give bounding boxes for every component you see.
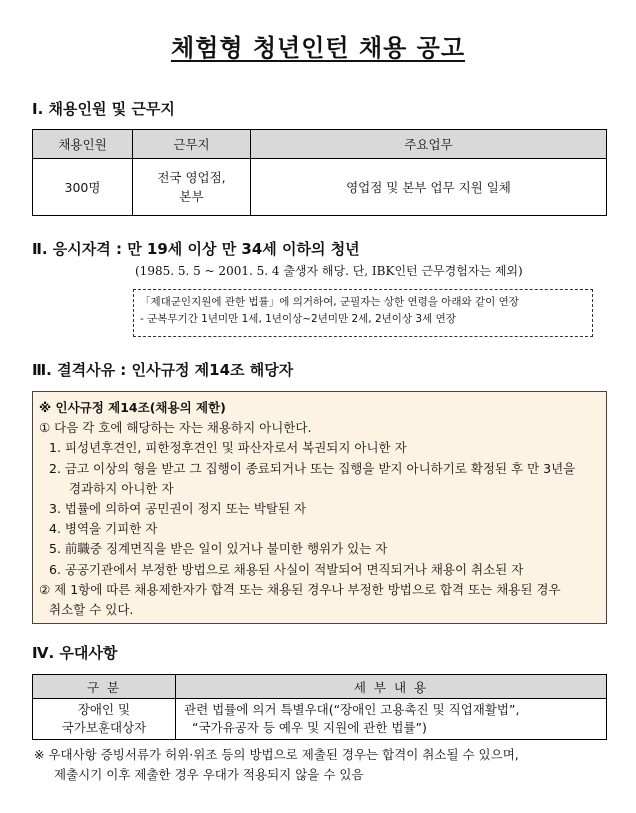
note-line1: ※ 우대사항 증빙서류가 허위·위조 등의 방법으로 제출된 경우는 합격이 취소될 수 있으며, bbox=[34, 747, 519, 762]
list-item: 경과하지 아니한 자 bbox=[69, 480, 174, 496]
section3-heading: Ⅲ. 결격사유 : 인사규정 제14조 해당자 bbox=[32, 361, 294, 379]
military-extension-box bbox=[133, 289, 593, 337]
header-category: 구 분 bbox=[33, 675, 176, 699]
cell-detail bbox=[176, 699, 607, 740]
military-line2: - 군복무기간 1년미만 1세, 1년이상~2년미만 2세, 2년이상 3세 연장 bbox=[140, 313, 456, 325]
section1-heading: Ⅰ. 채용인원 및 근무지 bbox=[32, 100, 175, 118]
category-line1: 장애인 및 bbox=[77, 702, 131, 717]
header-detail: 세 부 내 용 bbox=[176, 675, 607, 699]
list-item: 2. 금고 이상의 형을 받고 그 집행이 종료되거나 또는 집행을 받지 아니하기로 확정된 후 만 3년을 bbox=[49, 460, 576, 476]
location-line2: 본부 bbox=[179, 189, 204, 204]
header-duty: 주요업무 bbox=[251, 130, 607, 159]
box-title: ※ 인사규정 제14조(채용의 제한) bbox=[39, 400, 226, 415]
table-header-row bbox=[33, 675, 607, 699]
table-row bbox=[33, 159, 607, 216]
page-title bbox=[0, 28, 636, 63]
preference-table bbox=[32, 674, 607, 740]
clause-2-line2: 취소할 수 있다. bbox=[49, 601, 134, 617]
disqualification-box bbox=[32, 391, 607, 624]
header-location: 근무지 bbox=[133, 130, 251, 159]
cell-count: 300명 bbox=[33, 159, 133, 216]
military-line1: 「제대군인지원에 관한 법률」에 의거하여, 군필자는 상한 연령을 아래와 같이 연장 bbox=[140, 296, 519, 308]
location-line1: 전국 영업점, bbox=[157, 170, 226, 185]
cell-location bbox=[133, 159, 251, 216]
staffing-table bbox=[32, 129, 607, 216]
detail-line1: 관련 법률에 의거 특별우대(“장애인 고용촉진 및 직업재활법”, bbox=[184, 702, 520, 717]
cell-duty: 영업점 및 본부 업무 지원 일체 bbox=[251, 159, 607, 216]
eligibility-birthdate: (1985. 5. 5 ~ 2001. 5. 4 출생자 해당. 단, IBK인턴 근무경험자는 제외) bbox=[135, 264, 523, 278]
header-count: 채용인원 bbox=[33, 130, 133, 159]
detail-line2: “국가유공자 등 예우 및 지원에 관한 법률”) bbox=[192, 720, 427, 735]
preference-note bbox=[34, 745, 519, 785]
cell-category bbox=[33, 699, 176, 740]
category-line2: 국가보훈대상자 bbox=[61, 720, 147, 735]
list-item: 3. 법률에 의하여 공민권이 정지 또는 박탈된 자 bbox=[49, 500, 307, 516]
section2-heading: Ⅱ. 응시자격 : 만 19세 이상 만 34세 이하의 청년 bbox=[32, 240, 360, 258]
page-title-text: 체험형 청년인턴 채용 공고 bbox=[170, 34, 466, 62]
section4-heading: Ⅳ. 우대사항 bbox=[32, 644, 118, 662]
note-line2: 제출시기 이후 제출한 경우 우대가 적용되지 않을 수 있음 bbox=[54, 767, 364, 782]
table-header-row bbox=[33, 130, 607, 159]
clause-2-line1: ② 제 1항에 따른 채용제한자가 합격 또는 채용된 경우나 부정한 방법으로 합격 또는 채용된 경우 bbox=[39, 581, 561, 597]
table-row bbox=[33, 699, 607, 740]
list-item: 6. 공공기관에서 부정한 방법으로 채용된 사실이 적발되어 면직되거나 채용이 취소된 자 bbox=[49, 561, 524, 577]
list-item: 5. 前職중 징계면직을 받은 일이 있거나 불미한 행위가 있는 자 bbox=[49, 541, 388, 557]
list-item: 4. 병역을 기피한 자 bbox=[49, 521, 158, 537]
list-item: 1. 피성년후견인, 피한정후견인 및 파산자로서 복권되지 아니한 자 bbox=[49, 440, 407, 456]
clause-1: ① 다음 각 호에 해당하는 자는 채용하지 아니한다. bbox=[39, 420, 312, 436]
